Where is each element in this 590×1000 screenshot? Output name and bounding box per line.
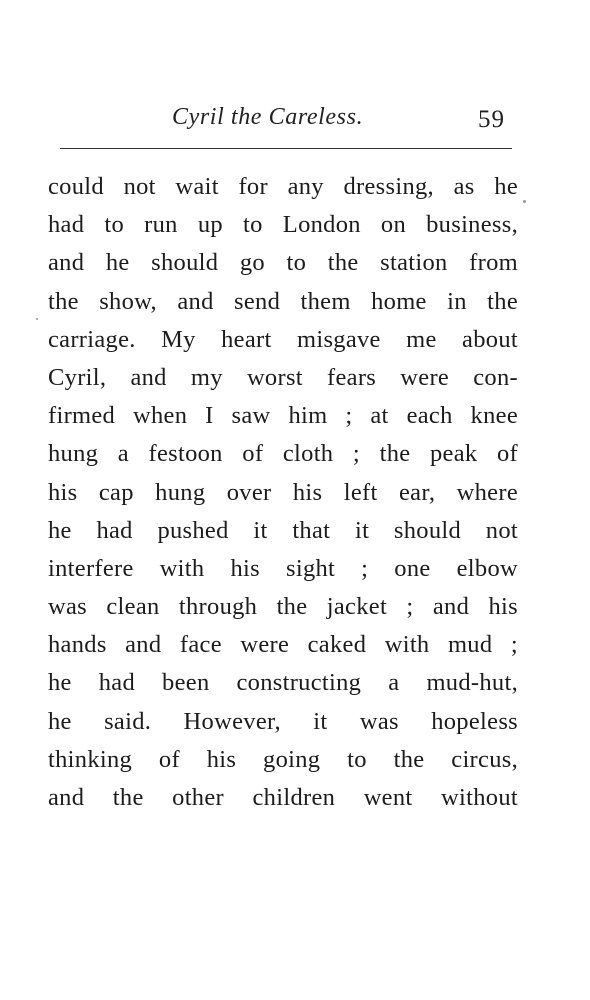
text-line: firmed when I saw him ; at each knee <box>48 402 518 430</box>
text-line: he said. However, it was hopeless <box>48 707 518 735</box>
text-line: he had pushed it that it should not <box>48 516 518 544</box>
body-text <box>48 168 518 817</box>
paper-speck <box>523 200 526 203</box>
text-line: carriage. My heart misgave me about <box>48 325 518 353</box>
text-line: and he should go to the station from <box>48 249 518 277</box>
text-line: interfere with his sight ; one elbow <box>48 554 518 582</box>
page-number: 59 <box>478 106 505 133</box>
text-line: he had been constructing a mud-hut, <box>48 669 518 697</box>
header-rule <box>60 148 512 149</box>
paper-speck <box>36 318 38 320</box>
running-title: Cyril the Careless. <box>172 104 364 130</box>
text-line: could not wait for any dressing, as he <box>48 173 518 200</box>
text-line: Cyril, and my worst fears were con- <box>48 363 518 391</box>
text-line: the show, and send them home in the <box>48 287 518 315</box>
text-line: and the other children went without <box>48 784 518 811</box>
text-line: had to run up to London on business, <box>48 211 518 239</box>
page-header <box>0 104 590 144</box>
text-line: thinking of his going to the circus, <box>48 745 518 773</box>
text-line: his cap hung over his left ear, where <box>48 478 518 506</box>
text-line: hung a festoon of cloth ; the peak of <box>48 440 518 468</box>
text-line: hands and face were caked with mud ; <box>48 631 518 659</box>
text-line: was clean through the jacket ; and his <box>48 593 518 621</box>
